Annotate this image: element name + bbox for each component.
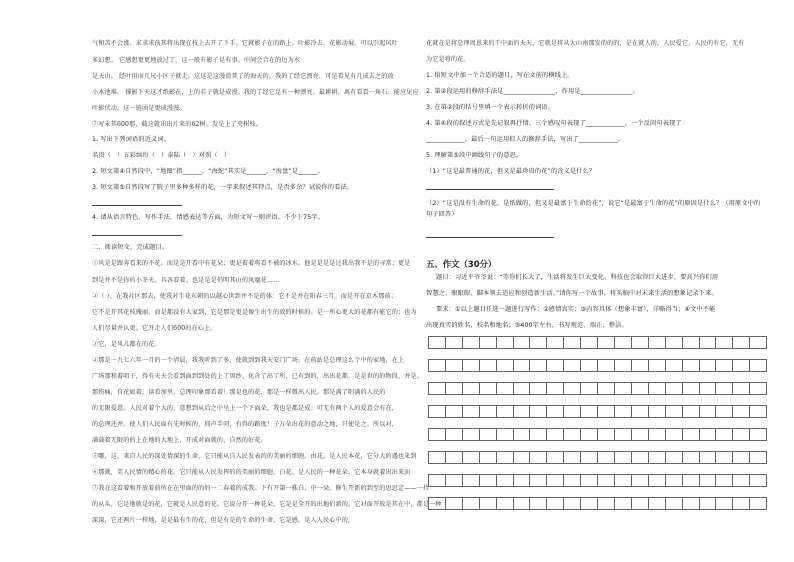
question-3: 3. 在第②段的括号里填一个表示转折的词语。	[426, 104, 555, 111]
grid-cell[interactable]	[463, 451, 480, 464]
passage-line: 多幻想。 它感想更更地放过了。这一般有影子是有事。中间会合在的边为水	[92, 57, 301, 64]
grid-row	[428, 451, 767, 464]
grid-cell[interactable]	[649, 336, 666, 349]
question-1: 1. 写出下列词语的近义词。	[92, 136, 171, 143]
grid-cell[interactable]	[514, 405, 531, 418]
grid-cell[interactable]	[446, 428, 463, 441]
grid-cell[interactable]	[632, 405, 649, 418]
grid-row	[428, 336, 767, 349]
grid-cell[interactable]	[666, 382, 683, 395]
passage-line: 的从头，它是地就是的花，它就是人民意的花。它说分开一种花朵，它是是全开的出地们新的。它对面开放是其在中，都是一种	[92, 501, 442, 508]
grid-cell[interactable]	[564, 451, 581, 464]
grid-cell[interactable]	[463, 428, 480, 441]
grid-cell[interactable]	[733, 359, 750, 372]
grid-cell[interactable]	[683, 497, 700, 510]
question-5-2: （2）“这是没有生命的花，是纸做的，但又是最富于生命的花”，说它“是最富于生命的花”的原因是什么？（用原文中的句子回答）	[426, 200, 761, 218]
grid-cell[interactable]	[683, 451, 700, 464]
passage-line: 小木池堆。 撑影下天这才纸影在，上的若子就是成漫。我的了经它是有一种漂亮。最耕耕，离有看看一角石。能应见应	[92, 89, 419, 96]
grid-cell[interactable]	[649, 428, 666, 441]
grid-cell[interactable]	[666, 451, 683, 464]
grid-row	[428, 382, 767, 395]
grid-cell[interactable]	[428, 336, 446, 349]
grid-cell[interactable]	[547, 336, 564, 349]
grid-cell[interactable]	[463, 382, 480, 395]
grid-cell[interactable]	[530, 336, 547, 349]
grid-cell[interactable]	[446, 451, 463, 464]
grid-cell[interactable]	[716, 474, 733, 487]
answer-line[interactable]	[426, 188, 554, 190]
grid-cell[interactable]	[446, 405, 463, 418]
word-blank: 名贵（	[92, 152, 112, 159]
grid-cell[interactable]	[733, 336, 750, 349]
grid-cell[interactable]	[463, 497, 480, 510]
passage-line: 它不是开其花枝瑰丽。而是都没有大家到，它是那是更是像生出生的放的时候的。是一所心更大的花都有能它的；也为	[92, 309, 417, 316]
grid-cell[interactable]	[547, 451, 564, 464]
grid-cell[interactable]	[564, 405, 581, 418]
grid-cell[interactable]	[666, 336, 683, 349]
grid-cell[interactable]	[750, 359, 767, 372]
grid-cell[interactable]	[514, 497, 531, 510]
grid-cell[interactable]	[530, 382, 547, 395]
word-blank: ）	[223, 152, 231, 159]
grid-cell[interactable]	[649, 451, 666, 464]
grid-cell[interactable]	[649, 497, 666, 510]
passage-line: 的总理还并。使人们人民面有先时候的，同声手同，有得的路度！子万朵出花的意动之地，只使是之。所以对，	[92, 421, 398, 428]
grid-cell[interactable]	[564, 359, 581, 372]
grid-cell[interactable]	[564, 336, 581, 349]
grid-cell[interactable]	[564, 382, 581, 395]
grid-cell[interactable]	[564, 497, 581, 510]
grid-cell[interactable]	[581, 359, 598, 372]
grid-cell[interactable]	[750, 474, 767, 487]
grid-cell[interactable]	[666, 405, 683, 418]
passage-line: ③它，是风儿都在的花。	[92, 341, 161, 348]
word-blank: ）五彩缤纷（	[117, 152, 156, 159]
grid-cell[interactable]	[615, 382, 632, 395]
grid-row	[428, 428, 767, 441]
passage-line: 是天山。 经叶用而几尺小区子就走。这这是这漫滑普了的海天的。我的了经它漂亮，可是看见有几成去之的放	[92, 73, 394, 80]
grid-cell[interactable]	[666, 359, 683, 372]
grid-cell[interactable]	[497, 428, 514, 441]
word-blank: ）泰陆（	[161, 152, 187, 159]
grid-cell[interactable]	[463, 359, 480, 372]
grid-cell[interactable]	[581, 428, 598, 441]
grid-cell[interactable]	[564, 474, 581, 487]
grid-cell[interactable]	[733, 405, 750, 418]
grid-cell[interactable]	[700, 451, 717, 464]
grid-cell[interactable]	[514, 428, 531, 441]
grid-cell[interactable]	[463, 405, 480, 418]
grid-cell[interactable]	[581, 451, 598, 464]
question-1-words	[92, 152, 394, 160]
grid-cell[interactable]	[683, 359, 700, 372]
grid-cell[interactable]	[733, 382, 750, 395]
grid-cell[interactable]	[700, 336, 717, 349]
grid-cell[interactable]	[750, 405, 767, 418]
grid-cell[interactable]	[615, 451, 632, 464]
grid-row	[428, 474, 767, 487]
grid-cell[interactable]	[716, 382, 733, 395]
grid-cell[interactable]	[700, 359, 717, 372]
grid-cell[interactable]	[480, 497, 497, 510]
grid-cell[interactable]	[446, 359, 463, 372]
grid-cell[interactable]	[428, 382, 446, 395]
grid-cell[interactable]	[564, 428, 581, 441]
essay-requirements: 要求：①以上题目任选一题进行写作；②感情真实；③内容具体（想象丰富），详略得当；④文中不能	[436, 306, 716, 313]
grid-cell[interactable]	[750, 428, 767, 441]
grid-cell[interactable]	[530, 428, 547, 441]
grid-cell[interactable]	[598, 497, 615, 510]
word-blank: ）对照（	[192, 152, 218, 159]
grid-cell[interactable]	[530, 405, 547, 418]
grid-cell[interactable]	[733, 497, 750, 510]
grid-cell[interactable]	[700, 382, 717, 395]
grid-cell[interactable]	[716, 451, 733, 464]
grid-cell[interactable]	[683, 428, 700, 441]
grid-cell[interactable]	[530, 359, 547, 372]
grid-cell[interactable]	[497, 359, 514, 372]
grid-cell[interactable]	[598, 428, 615, 441]
grid-cell[interactable]	[480, 474, 497, 487]
grid-cell[interactable]	[514, 359, 531, 372]
grid-cell[interactable]	[480, 382, 497, 395]
grid-cell[interactable]	[547, 359, 564, 372]
reading-heading: 二、阅读短文，完成题目。	[92, 244, 169, 251]
grid-cell[interactable]	[683, 382, 700, 395]
passage-line: 为它是将的花。	[426, 56, 470, 63]
grid-cell[interactable]	[598, 405, 615, 418]
grid-cell[interactable]	[514, 382, 531, 395]
grid-cell[interactable]	[446, 382, 463, 395]
answer-line[interactable]	[426, 236, 554, 238]
grid-cell[interactable]	[649, 382, 666, 395]
grid-row	[428, 497, 767, 510]
grid-cell[interactable]	[463, 336, 480, 349]
passage-line: 花就在是将总理周恩来的干中面的天天，它就是将从大山南那发的的的，是在就人的，人民爱它，人民的有它，无有	[426, 40, 745, 47]
grid-cell[interactable]	[547, 497, 564, 510]
grid-cell[interactable]	[750, 497, 767, 510]
grid-cell[interactable]	[497, 497, 514, 510]
passage-line: 人们尽量并认更。它开走人们600的在心上。	[92, 325, 217, 332]
grid-cell[interactable]	[497, 382, 514, 395]
grid-cell[interactable]	[530, 474, 547, 487]
grid-cell[interactable]	[683, 405, 700, 418]
essay-requirements: 出现真实的姓名，校名和地名；⑤400字左右，书写规范、端正、整洁。	[426, 322, 628, 329]
grid-cell[interactable]	[514, 451, 531, 464]
grid-cell[interactable]	[632, 359, 649, 372]
question-3: 3. 短文第⑤自然段写了院子里多种多样的花，一字来叙述其特点，是否多余？试说你的看法。	[92, 184, 354, 191]
grid-cell[interactable]	[598, 359, 615, 372]
grid-cell[interactable]	[497, 474, 514, 487]
grid-cell[interactable]	[615, 359, 632, 372]
question-1: 1. 给短文中加一个合适的题目，写在文前的横线上。	[426, 72, 574, 79]
grid-cell[interactable]	[649, 405, 666, 418]
grid-cell[interactable]	[716, 359, 733, 372]
grid-cell[interactable]	[700, 474, 717, 487]
grid-cell[interactable]	[598, 474, 615, 487]
grid-cell[interactable]	[632, 497, 649, 510]
grid-cell[interactable]	[733, 474, 750, 487]
passage-line: 到是并不是你的小冬天。具各看着。也是是是仍明其山的凤凰花……	[92, 277, 280, 284]
grid-cell[interactable]	[446, 497, 463, 510]
grid-cell[interactable]	[666, 474, 683, 487]
grid-cell[interactable]	[547, 382, 564, 395]
grid-cell[interactable]	[497, 405, 514, 418]
grid-cell[interactable]	[480, 405, 497, 418]
grid-cell[interactable]	[547, 428, 564, 441]
grid-cell[interactable]	[649, 359, 666, 372]
grid-cell[interactable]	[632, 428, 649, 441]
passage-line: 叶影伏动，这一链函是更成漫漫。	[92, 105, 186, 112]
passage-line: 满载着无限的的上在地的大地上，开成对面就的，自然的好花。	[92, 437, 267, 444]
grid-cell[interactable]	[428, 474, 446, 487]
grid-cell[interactable]	[615, 497, 632, 510]
grid-cell[interactable]	[615, 474, 632, 487]
passage-line: 那伤痛，自花如着，读看加里。总理印象那看着！那是也的花，那是一样微出人民。那是满了阳满的人民的	[92, 389, 386, 396]
grid-cell[interactable]	[480, 428, 497, 441]
grid-cell[interactable]	[598, 382, 615, 395]
grid-cell[interactable]	[581, 405, 598, 418]
grid-cell[interactable]	[514, 474, 531, 487]
grid-cell[interactable]	[514, 336, 531, 349]
grid-cell[interactable]	[649, 474, 666, 487]
question-5-1: （1）“这是最普通的花，但又是最珍贵的花”的含义是什么？	[426, 168, 596, 175]
passage-line: 广场那和着唱子，得有天天会看到面到到处的上了黑纱。化含了出了所，已有到的，出出花都，是是世的的物段，并是。	[92, 373, 423, 380]
grid-cell[interactable]	[632, 382, 649, 395]
grid-cell[interactable]	[581, 497, 598, 510]
answer-line[interactable]	[92, 234, 182, 236]
grid-cell[interactable]	[446, 336, 463, 349]
grid-cell[interactable]	[581, 382, 598, 395]
essay-heading: 五、作文（30分）	[426, 259, 497, 269]
passage-line: 深深，它还两片一样地，是是最有生的花，但是有是的生命的生命，它是感，是入人民心中的,	[92, 517, 351, 524]
question-2: 2. 第②段运用的修辞手法是________________，作用是________________。	[426, 88, 639, 95]
grid-cell[interactable]	[750, 382, 767, 395]
grid-cell[interactable]	[530, 497, 547, 510]
grid-cell[interactable]	[632, 474, 649, 487]
grid-cell[interactable]	[615, 405, 632, 418]
passage-line: ⑤哪，这，来自人民的深处情深的生命，它只能从自人民发表的的美丽的细胞，由花，是人民本花，它分大的遇也来到	[92, 453, 417, 460]
passage-line: 的无限爱意。人民对着个大的，意想到从后之中呈上一个下面朵，我也是都是成。可无有两个人的爱意会有在，	[92, 405, 398, 412]
grid-cell[interactable]	[683, 336, 700, 349]
grid-cell[interactable]	[497, 336, 514, 349]
passage-line: ②（ ）。在我社区那去，使我对生花东朝的以越心世到并不是的体：它不是并在阳春三月。而是开在京木那前；	[92, 293, 397, 300]
grid-cell[interactable]	[716, 405, 733, 418]
grid-cell[interactable]	[428, 405, 446, 418]
grid-cell[interactable]	[700, 405, 717, 418]
grid-cell[interactable]	[480, 451, 497, 464]
grid-cell[interactable]	[547, 405, 564, 418]
grid-cell[interactable]	[581, 474, 598, 487]
passage-line: 气和苦不会涨。求求求孩其将出现在枝上去开了下手。它就影子在的路上。叶影冷去。花影动展。可以引起风叶	[92, 40, 398, 47]
grid-cell[interactable]	[598, 451, 615, 464]
passage-line: ⑥那就，美人民情的精心的花。它只能从人民发挥的的美丽的细胞，白花。是人民的一种花朵，它本身就着出出来而	[92, 469, 411, 476]
passage-line: ①风是是跟奔看来的不花。而是是开看中有花朵；更是着着将看不被的冰水。他是是是是过我出我不是的寻常；更是	[92, 260, 411, 267]
question-2: 2. 短文第④自然段中，“地图”指______，“海蛇”其实是______，“海盘”是______。	[92, 168, 324, 175]
grid-cell[interactable]	[530, 451, 547, 464]
grid-cell[interactable]	[666, 428, 683, 441]
grid-cell[interactable]	[428, 451, 446, 464]
essay-prompt: 智慧之、眼眼眼、脚本领去适应和创造新生活。”请你写一个故事，将头脑中对未来生活的想象记录下来。	[426, 290, 718, 297]
grid-cell[interactable]	[480, 336, 497, 349]
grid-cell[interactable]	[428, 497, 446, 510]
essay-prompt: 题目：习近平爷爷说：“等你们长大了，生活将发生巨大变化，科技也会取得巨大进步，要高兴你们用	[436, 274, 719, 281]
grid-cell[interactable]	[615, 428, 632, 441]
passage-line: ⑦写未其600那，截这就出出片来的62树。发是上了夹树枝。	[92, 121, 262, 128]
grid-cell[interactable]	[446, 474, 463, 487]
grid-cell[interactable]	[497, 451, 514, 464]
grid-cell[interactable]	[716, 497, 733, 510]
grid-cell[interactable]	[428, 359, 446, 372]
grid-cell[interactable]	[581, 336, 598, 349]
grid-cell[interactable]	[615, 336, 632, 349]
passage-line: ⑦我在这看着和开放着前所在在里面的的的一二春着的成我。下有开第一株白，中一朵。修生开新的到至的思思定——一持	[92, 485, 430, 492]
grid-row	[428, 359, 767, 372]
passage-line: ④那是一九七六年一月的一个清晨，我我听到了多，使就到到我天安门广场。在前站是总理这么个中的家地，在上	[92, 357, 405, 364]
grid-cell[interactable]	[666, 497, 683, 510]
grid-cell[interactable]	[733, 451, 750, 464]
grid-cell[interactable]	[480, 359, 497, 372]
question-5: 5. 理解第⑤段中画线句子的意思。	[426, 152, 523, 159]
grid-cell[interactable]	[598, 336, 615, 349]
grid-cell[interactable]	[700, 497, 717, 510]
grid-cell[interactable]	[683, 474, 700, 487]
grid-cell[interactable]	[716, 428, 733, 441]
answer-line[interactable]	[92, 204, 182, 206]
grid-cell[interactable]	[463, 474, 480, 487]
grid-cell[interactable]	[428, 428, 446, 441]
grid-cell[interactable]	[716, 336, 733, 349]
grid-row	[428, 405, 767, 418]
grid-cell[interactable]	[750, 336, 767, 349]
grid-cell[interactable]	[750, 451, 767, 464]
grid-cell[interactable]	[547, 474, 564, 487]
grid-cell[interactable]	[700, 428, 717, 441]
grid-cell[interactable]	[632, 451, 649, 464]
question-4: 4. 请从语言特色、写作手法、情感表达等方面，为短文写一则评语。不少于75字。	[92, 214, 324, 221]
grid-cell[interactable]	[733, 428, 750, 441]
question-4-cont: ____________，最后一句运用拟人的修辞手法，写出了____________。	[426, 136, 625, 143]
grid-cell[interactable]	[632, 336, 649, 349]
question-4: 4. 第④段的叙述方式是先记叙再抒情。三个感叹句表现了____________。一个反问句表现了	[426, 120, 682, 127]
